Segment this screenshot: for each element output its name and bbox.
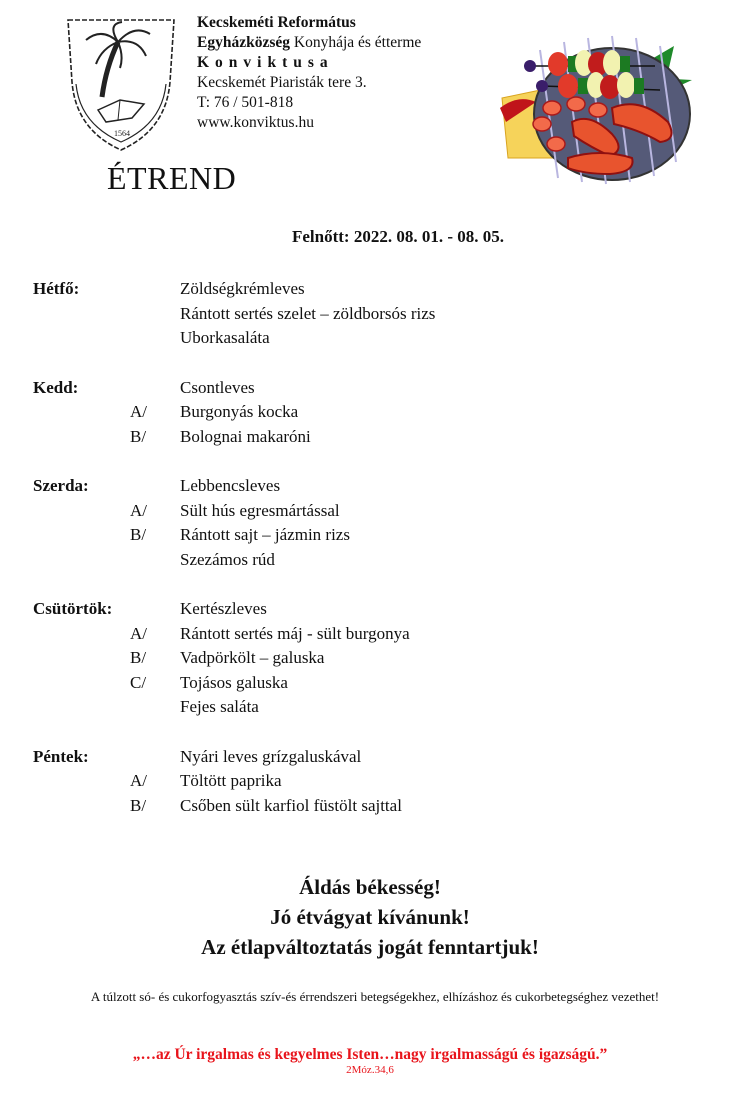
dish: Nyári leves grízgaluskával	[180, 746, 362, 766]
option-label: A/	[130, 500, 147, 520]
dish: Csontleves	[180, 377, 255, 397]
phone: T: 76 / 501-818	[197, 94, 294, 111]
dish: Rántott sajt – jázmin rizs	[180, 525, 350, 544]
closing-blessing: Áldás békesség!	[299, 875, 441, 899]
closing-bon-appetit: Jó étvágyat kívánunk!	[270, 905, 470, 929]
dish: Vadpörkölt – galuska	[180, 648, 325, 667]
menu-period-text: Felnőtt: 2022. 08. 01. - 08. 05.	[291, 227, 504, 246]
option-label: B/	[130, 648, 147, 667]
crest-icon	[62, 12, 180, 154]
dish: Zöldségkrémleves	[180, 279, 305, 298]
dish: Rántott sertés szelet – zöldborsós rizs	[180, 303, 436, 323]
day-name: Kedd:	[33, 377, 79, 397]
day-name: Csütörtök:	[33, 599, 113, 618]
grill-icon	[500, 30, 700, 190]
org-name-line2-bold: Egyházközség	[197, 34, 290, 51]
dish: Uborkasaláta	[180, 328, 270, 347]
option-label: A/	[130, 402, 147, 421]
org-name-line2-rest: Konyhája és étterme	[290, 34, 422, 51]
day-name: Szerda:	[33, 476, 89, 495]
dish: Fejes saláta	[180, 697, 259, 716]
church-crest-logo	[62, 12, 180, 154]
org-name-line3: Konviktusa	[197, 54, 334, 71]
option-label: B/	[130, 525, 147, 544]
dish: Szezámos rúd	[180, 549, 275, 569]
dish: Burgonyás kocka	[180, 402, 299, 421]
bible-quote: „…az Úr irgalmas és kegyelmes Isten…nagy irgalmasságú és igazságú.”	[132, 1046, 608, 1063]
menu-period	[0, 227, 740, 247]
address: Kecskemét Piaristák tere 3.	[197, 74, 367, 91]
dish: Kertészleves	[180, 599, 267, 618]
dish: Bolognai makaróni	[180, 426, 311, 446]
health-warning: A túlzott só- és cukorfogyasztás szív-és érrendszeri betegségekhez, elhízáshoz és cukorbetegséghez vezethet!	[90, 989, 660, 1004]
bible-quote-reference: 2Móz.34,6	[346, 1064, 394, 1076]
organization-header	[197, 13, 421, 133]
day-name: Péntek:	[33, 746, 89, 766]
day-name: Hétfő:	[33, 279, 80, 298]
dish: Tojásos galuska	[180, 672, 288, 692]
closing-disclaimer: Az étlapváltoztatás jogát fenntartjuk!	[201, 935, 539, 959]
dish: Rántott sertés máj - sült burgonya	[180, 623, 410, 643]
barbecue-clipart	[500, 30, 700, 190]
website: www.konviktus.hu	[197, 114, 314, 131]
option-label: A/	[130, 771, 147, 790]
option-label: A/	[130, 623, 147, 643]
option-label: B/	[130, 426, 147, 446]
svg-text:1564: 1564	[114, 129, 130, 138]
org-name-line1: Kecskeméti Református	[197, 14, 356, 31]
dish: Töltött paprika	[180, 771, 282, 790]
option-label: C/	[130, 672, 147, 692]
closing-messages	[0, 872, 740, 962]
dish: Csőben sült karfiol füstölt sajttal	[180, 795, 402, 815]
page-title: ÉTREND	[107, 160, 237, 196]
org-name-line2	[197, 33, 421, 53]
dish: Lebbencsleves	[180, 476, 281, 495]
option-label: B/	[130, 795, 147, 815]
dish: Sült hús egresmártással	[180, 500, 340, 520]
